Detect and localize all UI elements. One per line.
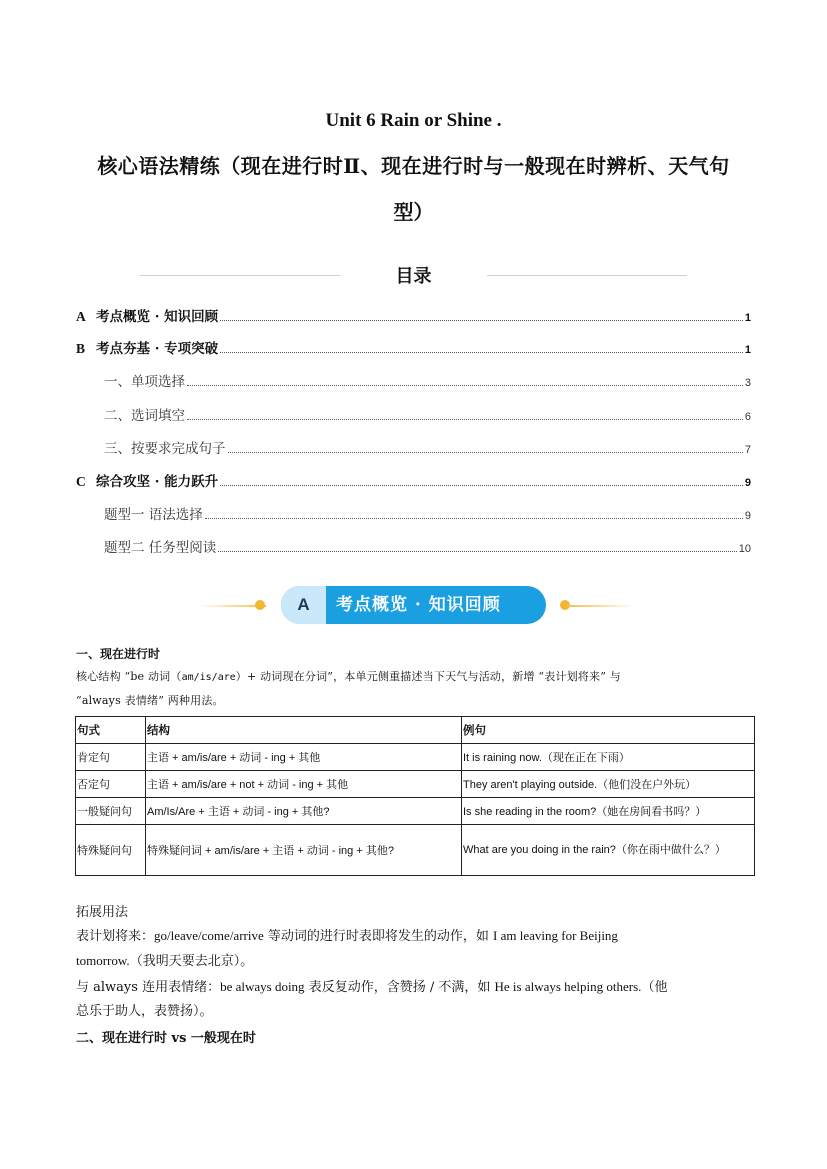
table-cell-text: What are you doing in the rain?（你在雨中做什么？）: [463, 843, 726, 856]
toc-page-number: 6: [744, 411, 751, 423]
banner-wing-right: [567, 605, 635, 607]
toc-page-number: 9: [744, 510, 751, 522]
toc-item-label: 考点概览 · 知识回顾: [96, 309, 219, 325]
toc-leader: [220, 320, 743, 321]
grammar-table: [75, 716, 755, 876]
toc-leader: [187, 419, 743, 420]
intro-text: ）+ 动词现在分词”，本单元侧重描述当下天气与活动，新增 “表计划将来” 与: [235, 670, 621, 683]
toc-page-number: 9: [744, 477, 751, 489]
toc-letter: C: [76, 474, 86, 489]
banner-letter: A: [281, 586, 326, 624]
toc-item-grammar-choice[interactable]: [104, 503, 751, 523]
table-row: [76, 825, 755, 876]
toc-item-sentence-completion[interactable]: [104, 437, 751, 457]
toc-leader: [205, 518, 743, 519]
toc-leader: [218, 551, 736, 552]
table-cell: 一般疑问句: [76, 798, 146, 825]
toc-item-task-reading[interactable]: [104, 536, 751, 556]
text: 等动词的进行时表即将发生的动作，如: [263, 929, 494, 944]
table-cell: 特殊疑问词 + am/is/are + 主语 + 动词 - ing + 其他?: [146, 825, 462, 876]
table-cell: [462, 825, 755, 876]
section-banner: [0, 584, 827, 628]
table-cell: Am/Is/Are + 主语 + 动词 - ing + 其他?: [146, 798, 462, 825]
toc-item-label: 题型一 语法选择: [104, 507, 203, 523]
table-header-cell: 例句: [462, 717, 755, 744]
table-row: [76, 771, 755, 798]
toc-letter: B: [76, 341, 86, 356]
extension-paragraph-future: [76, 924, 754, 974]
extension-paragraph-always: [76, 975, 754, 1024]
table-cell: They aren't playing outside.（他们没在户外玩）: [462, 771, 755, 798]
section-heading: 一、现在进行时: [76, 647, 161, 661]
title-topic-continued: 型）: [393, 200, 434, 224]
text: 与 always 连用表情绪：: [76, 980, 221, 995]
title-topic: 核心语法精练（现在进行时Ⅱ、现在进行时与一般现在时辨析、天气句: [97, 154, 730, 178]
table-cell: 否定句: [76, 771, 146, 798]
toc-item-label: 综合攻坚 · 能力跃升: [96, 474, 219, 490]
table-cell: 主语 + am/is/are + not + 动词 - ing + 其他: [146, 771, 462, 798]
toc-letter: A: [76, 309, 86, 324]
text: 表计划将来：: [76, 929, 155, 944]
toc-page-number: 10: [738, 543, 751, 555]
toc-item-label: 一、单项选择: [104, 374, 185, 390]
text: be always doing: [220, 979, 305, 994]
toc-item-label: 三、按要求完成句子: [104, 441, 226, 457]
table-row: [76, 798, 755, 825]
toc-page-number: 1: [744, 344, 751, 356]
toc-leader: [228, 452, 743, 453]
table-cell: It is raining now.（现在正在下雨）: [462, 744, 755, 771]
toc-page-number: 7: [744, 444, 751, 456]
table-cell: 肯定句: [76, 744, 146, 771]
banner-pill: [281, 586, 546, 624]
text: tomorrow.: [76, 953, 130, 968]
text: （他: [641, 980, 668, 995]
table-cell: 主语 + am/is/are + 动词 - ing + 其他: [146, 744, 462, 771]
toc-item-label: 二、选词填空: [104, 408, 185, 424]
table-header-cell: 结构: [146, 717, 462, 744]
toc-title: 目录: [395, 266, 432, 287]
text: 表反复动作，含赞扬 / 不满，如: [304, 980, 495, 995]
toc-page-number: 3: [744, 377, 751, 389]
intro-code: am/is/are: [181, 672, 236, 683]
text: I am leaving for Beijing: [493, 928, 618, 943]
table-header-row: [76, 717, 755, 744]
table-cell: Is she reading in the room?（她在房间看书吗？）: [462, 798, 755, 825]
text: 总乐于助人，表赞扬）。: [76, 1004, 213, 1019]
text: He is always helping others.: [494, 979, 642, 994]
toc-leader: [220, 352, 743, 353]
toc-item-a[interactable]: [76, 305, 751, 325]
toc-page-number: 1: [744, 312, 751, 324]
toc-item-label: 题型二 任务型阅读: [104, 540, 217, 556]
divider-right: [487, 275, 687, 276]
intro-paragraph: [76, 665, 756, 712]
toc-item-c[interactable]: [76, 470, 751, 490]
intro-text: 核心结构 “be 动词（: [76, 670, 182, 683]
banner-text: 考点概览 · 知识回顾: [336, 595, 501, 615]
toc-item-single-choice[interactable]: [104, 370, 751, 390]
extension-title: 拓展用法: [76, 905, 129, 920]
toc-item-label: 考点夯基 · 专项突破: [96, 341, 219, 357]
toc-leader: [187, 385, 743, 386]
table-cell: 特殊疑问句: [76, 825, 146, 876]
table-header-cell: 句式: [76, 717, 146, 744]
toc-item-b[interactable]: [76, 337, 751, 357]
section-heading: 二、现在进行时 vs 一般现在时: [76, 1031, 256, 1046]
toc-leader: [220, 485, 743, 486]
table-row: [76, 744, 755, 771]
toc-item-word-fill[interactable]: [104, 404, 751, 424]
text: go/leave/come/arrive: [154, 928, 264, 943]
toc-heading: [0, 262, 827, 288]
banner-dot-icon: [255, 600, 265, 610]
intro-text: “always 表情绪” 两种用法。: [76, 694, 224, 707]
title-unit: Unit 6 Rain or Shine .: [325, 110, 502, 131]
text: （我明天要去北京）。: [129, 954, 254, 969]
